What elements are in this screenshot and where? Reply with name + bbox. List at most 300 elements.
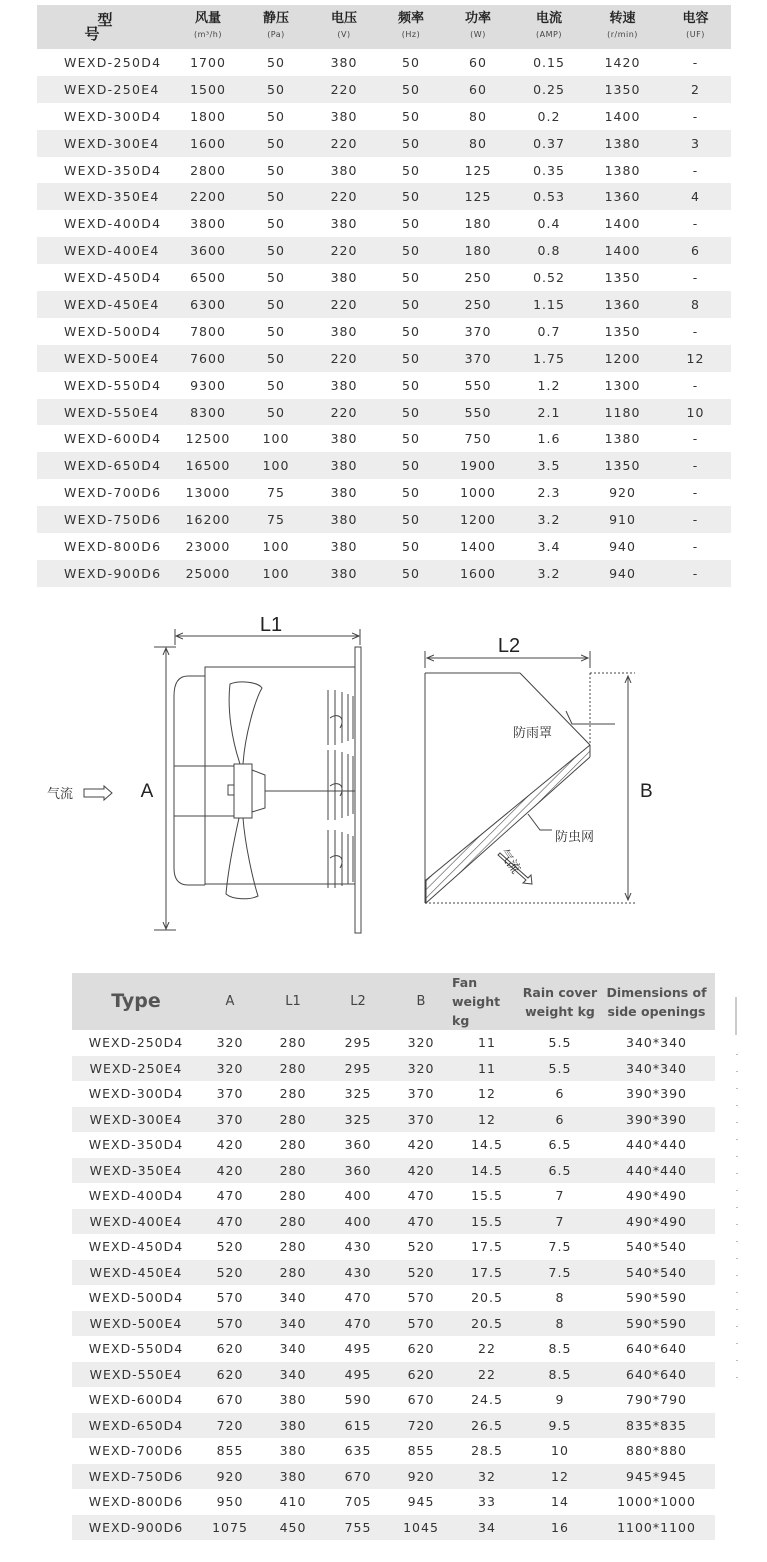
table-cell: 125: [464, 162, 492, 178]
table-cell: 50: [267, 108, 285, 124]
table-cell: WEXD-600D4: [88, 1392, 184, 1408]
table-cell: 920: [216, 1468, 244, 1484]
table-cell: 400: [344, 1213, 372, 1229]
table-cell: 220: [330, 296, 358, 312]
edge-tick: [736, 1292, 738, 1293]
table-cell: 50: [402, 431, 420, 447]
table-cell: 9: [555, 1392, 565, 1408]
edge-tick: [736, 1360, 738, 1361]
edge-tick: [736, 1190, 738, 1191]
table-row: [37, 560, 731, 587]
table-cell: WEXD-250D4: [88, 1035, 184, 1051]
table-cell: 220: [330, 243, 358, 259]
table-cell: 17.5: [471, 1264, 503, 1280]
header-model: 型 号: [84, 11, 139, 43]
table-cell: 420: [216, 1162, 244, 1178]
table-cell: -: [692, 270, 699, 286]
table-cell: 720: [407, 1417, 435, 1433]
table-cell: 570: [407, 1315, 435, 1331]
table-cell: 60: [469, 81, 487, 97]
edge-tick: [736, 1105, 738, 1106]
table-cell: 380: [330, 323, 358, 339]
table-cell: -: [692, 216, 699, 232]
table-cell: 705: [344, 1494, 372, 1510]
table-cell: WEXD-400E4: [89, 1213, 183, 1229]
table-cell: 490*490: [626, 1213, 687, 1229]
table-cell: WEXD-650D4: [64, 458, 162, 474]
table-cell: 670: [407, 1392, 435, 1408]
table-cell: 0.2: [537, 108, 561, 124]
table-cell: 80: [469, 108, 487, 124]
table-cell: WEXD-800D6: [64, 538, 162, 554]
table-cell: 0.8: [537, 243, 561, 259]
edge-tick: [736, 1054, 738, 1055]
table-cell: 2200: [190, 189, 226, 205]
table-cell: 50: [402, 108, 420, 124]
table-cell: 14: [551, 1494, 569, 1510]
table-cell: 6500: [190, 270, 226, 286]
table-cell: 380: [279, 1443, 307, 1459]
header-side-openings: Dimensions of side openings: [606, 984, 707, 1019]
table-cell: 295: [344, 1060, 372, 1076]
table-cell: WEXD-500D4: [88, 1290, 184, 1306]
table-cell: WEXD-550D4: [88, 1341, 184, 1357]
table-cell: WEXD-350E4: [89, 1162, 183, 1178]
table-cell: 50: [402, 162, 420, 178]
table-cell: 520: [407, 1264, 435, 1280]
header-l2: L2: [350, 994, 366, 1009]
table-cell: 380: [330, 512, 358, 528]
table-cell: WEXD-750D6: [64, 512, 162, 528]
table-row: [37, 345, 731, 372]
table-cell: -: [692, 108, 699, 124]
table-cell: 370: [407, 1086, 435, 1102]
edge-tick: [736, 1207, 738, 1208]
table-cell: 1380: [604, 431, 641, 447]
table-cell: 4: [691, 189, 700, 205]
table-cell: 50: [402, 189, 420, 205]
table-row: [72, 1413, 715, 1439]
table-cell: 0.25: [533, 81, 565, 97]
table-cell: 50: [402, 323, 420, 339]
table-row: [72, 1260, 715, 1286]
table-cell: 320: [407, 1060, 435, 1076]
header-fan-weight: Fan weight kg: [452, 975, 501, 1028]
table-cell: 495: [344, 1341, 372, 1357]
table-row: [72, 1285, 715, 1311]
table-row: [72, 1056, 715, 1082]
table-cell: 22: [478, 1341, 496, 1357]
table-cell: WEXD-550E4: [89, 1366, 183, 1382]
table-cell: 380: [330, 485, 358, 501]
table-cell: 855: [216, 1443, 244, 1459]
table-cell: 6300: [190, 296, 226, 312]
table-cell: WEXD-600D4: [64, 431, 162, 447]
table-row: [37, 264, 731, 291]
table-cell: 28.5: [471, 1443, 503, 1459]
table-cell: 380: [330, 565, 358, 581]
table-cell: WEXD-550D4: [64, 377, 162, 393]
table-cell: WEXD-450D4: [64, 270, 162, 286]
table-cell: 1400: [460, 538, 496, 554]
edge-tick: [736, 1224, 738, 1225]
edge-tick: [736, 1309, 738, 1310]
table-row: [37, 183, 731, 210]
table-cell: 1.2: [537, 377, 561, 393]
table-cell: 380: [330, 377, 358, 393]
table-cell: WEXD-550E4: [64, 404, 160, 420]
table-cell: 50: [402, 485, 420, 501]
table-cell: -: [692, 54, 699, 70]
table-cell: 50: [267, 216, 285, 232]
edge-tick: [736, 1258, 738, 1259]
table-cell: 390*390: [626, 1086, 687, 1102]
table-cell: 325: [344, 1111, 372, 1127]
table-cell: -: [692, 512, 699, 528]
table-cell: 640*640: [626, 1341, 687, 1357]
dimension-table: [72, 973, 715, 1540]
table-cell: 50: [267, 54, 285, 70]
table-cell: -: [692, 485, 699, 501]
table-cell: 940: [609, 565, 636, 581]
table-cell: 490*490: [626, 1188, 687, 1204]
table-cell: 1350: [604, 81, 641, 97]
table-cell: 295: [344, 1035, 372, 1051]
table-cell: 540*540: [626, 1264, 687, 1280]
table-cell: 50: [267, 377, 285, 393]
table-cell: 180: [464, 216, 492, 232]
table-cell: 50: [402, 243, 420, 259]
table-cell: 470: [344, 1315, 372, 1331]
table-cell: -: [692, 458, 699, 474]
table-cell: 220: [330, 189, 358, 205]
table-cell: 50: [402, 404, 420, 420]
dimension-diagram: [0, 595, 767, 950]
table-cell: 11: [478, 1060, 496, 1076]
table-cell: 3800: [190, 216, 226, 232]
table-cell: 75: [267, 512, 285, 528]
table-cell: 50: [402, 458, 420, 474]
table-cell: WEXD-700D6: [64, 485, 162, 501]
edge-tick: [736, 1326, 738, 1327]
table-cell: 615: [344, 1417, 372, 1433]
table-cell: 590*590: [626, 1315, 687, 1331]
table-cell: 1.6: [537, 431, 561, 447]
table-cell: 26.5: [471, 1417, 503, 1433]
table-cell: 14.5: [471, 1137, 503, 1153]
table-cell: 1350: [604, 458, 641, 474]
table-cell: 620: [407, 1366, 435, 1382]
table-cell: 1100*1100: [617, 1519, 696, 1535]
table-cell: 50: [267, 270, 285, 286]
table-cell: 220: [330, 404, 358, 420]
table-row: [72, 1132, 715, 1158]
table-cell: 380: [279, 1392, 307, 1408]
table-cell: 320: [216, 1060, 244, 1076]
table-cell: 540*540: [626, 1239, 687, 1255]
table-cell: 7600: [190, 350, 226, 366]
table-cell: 430: [344, 1239, 372, 1255]
table-cell: 0.52: [533, 270, 565, 286]
table-row: [72, 1209, 715, 1235]
table-cell: -: [692, 162, 699, 178]
table-row: [72, 1336, 715, 1362]
table-cell: 8.5: [548, 1366, 572, 1382]
table-cell: WEXD-800D6: [88, 1494, 184, 1510]
table-cell: 920: [407, 1468, 435, 1484]
table-cell: 100: [262, 538, 290, 554]
table-cell: -: [692, 377, 699, 393]
header-static-pressure: 静压 (Pa): [262, 11, 289, 39]
table-row: [72, 1081, 715, 1107]
table-cell: 280: [279, 1086, 307, 1102]
table-row: [37, 103, 731, 130]
table-row: [37, 479, 731, 506]
table-cell: 50: [267, 323, 285, 339]
table-cell: 1900: [460, 458, 496, 474]
table-cell: 470: [216, 1188, 244, 1204]
table-cell: 9.5: [548, 1417, 572, 1433]
table-cell: 520: [407, 1239, 435, 1255]
table-row: [72, 1387, 715, 1413]
table-cell: WEXD-900D6: [88, 1519, 184, 1535]
table-cell: 1500: [190, 81, 226, 97]
table-cell: 15.5: [471, 1213, 503, 1229]
table-cell: 3: [691, 135, 700, 151]
table-cell: 16200: [185, 512, 231, 528]
table-cell: 340*340: [626, 1035, 687, 1051]
table-cell: 8: [555, 1290, 565, 1306]
table-cell: 50: [267, 162, 285, 178]
table-cell: 100: [262, 431, 290, 447]
table-cell: 6: [555, 1086, 565, 1102]
edge-tick: [736, 1139, 738, 1140]
table-cell: 3.2: [537, 512, 561, 528]
edge-tick: [736, 1071, 738, 1072]
table-cell: 1.75: [533, 350, 565, 366]
table-cell: 80: [469, 135, 487, 151]
table-cell: 325: [344, 1086, 372, 1102]
table-cell: 1350: [604, 270, 641, 286]
table-cell: 50: [402, 512, 420, 528]
table-cell: -: [692, 565, 699, 581]
table-cell: WEXD-400D4: [64, 216, 162, 232]
table-cell: 950: [216, 1494, 244, 1510]
table-cell: WEXD-500E4: [64, 350, 160, 366]
table-cell: WEXD-450D4: [88, 1239, 184, 1255]
table-cell: 440*440: [626, 1162, 687, 1178]
table-cell: 50: [402, 135, 420, 151]
table-cell: 0.15: [533, 54, 565, 70]
table-cell: 590: [344, 1392, 372, 1408]
table-cell: 420: [407, 1137, 435, 1153]
table-cell: 380: [330, 162, 358, 178]
header-frequency: 频率 (Hz): [397, 11, 424, 39]
edge-tick: [736, 1275, 738, 1276]
table-cell: 280: [279, 1111, 307, 1127]
table-row: [72, 1183, 715, 1209]
table-cell: 340: [279, 1341, 307, 1357]
table-cell: 720: [216, 1417, 244, 1433]
table-cell: 790*790: [626, 1392, 687, 1408]
header-l1: L1: [285, 994, 301, 1009]
header-rain-cover-weight: Rain cover weight kg: [522, 984, 598, 1019]
table-cell: 13000: [185, 485, 231, 501]
table-cell: 125: [464, 189, 492, 205]
table-cell: 22: [478, 1366, 496, 1382]
table-cell: 3600: [190, 243, 226, 259]
table-cell: 1000*1000: [617, 1494, 696, 1510]
table-cell: 16: [551, 1519, 569, 1535]
table-cell: 1360: [604, 296, 641, 312]
table-cell: 280: [279, 1213, 307, 1229]
table-cell: 280: [279, 1188, 307, 1204]
table-cell: WEXD-450E4: [89, 1264, 183, 1280]
table-cell: 370: [407, 1111, 435, 1127]
table-cell: 430: [344, 1264, 372, 1280]
header-capacitor: 电容 (UF): [682, 11, 709, 39]
table-cell: 7.5: [548, 1239, 572, 1255]
header-airflow: 风量 (m³/h): [193, 11, 222, 39]
dim-label-l2: L2: [497, 635, 521, 657]
table-cell: 12500: [185, 431, 231, 447]
edge-tick: [736, 1173, 738, 1174]
table-cell: 220: [330, 350, 358, 366]
table-cell: 450: [279, 1519, 307, 1535]
table-cell: WEXD-300E4: [89, 1111, 183, 1127]
table-cell: WEXD-250E4: [89, 1060, 183, 1076]
table-cell: WEXD-300D4: [88, 1086, 184, 1102]
table-cell: 670: [344, 1468, 372, 1484]
header-power: 功率 (W): [464, 11, 491, 39]
airflow-label-left: 气流: [47, 787, 74, 802]
table-cell: 620: [216, 1341, 244, 1357]
table-cell: WEXD-400E4: [64, 243, 160, 259]
table-cell: 50: [402, 270, 420, 286]
table-cell: 0.7: [537, 323, 561, 339]
table-row: [37, 210, 731, 237]
header-a: A: [225, 994, 235, 1009]
table-cell: 880*880: [626, 1443, 687, 1459]
table-cell: 945*945: [626, 1468, 687, 1484]
airflow-label-right: 气流: [495, 846, 523, 877]
table-cell: 6: [691, 243, 700, 259]
table-cell: 10: [551, 1443, 569, 1459]
table-cell: 8: [691, 296, 700, 312]
edge-tick: [736, 1122, 738, 1123]
table-cell: 1800: [190, 108, 226, 124]
table-cell: 220: [330, 135, 358, 151]
table-cell: 8300: [190, 404, 226, 420]
table-row: [72, 1234, 715, 1260]
edge-tick: [736, 1343, 738, 1344]
table-cell: 17.5: [471, 1239, 503, 1255]
table-cell: 1200: [460, 512, 496, 528]
table-row: [72, 1489, 715, 1515]
table-cell: 1700: [190, 54, 226, 70]
table-cell: WEXD-350E4: [64, 189, 160, 205]
table-cell: 50: [402, 565, 420, 581]
table-cell: 835*835: [626, 1417, 687, 1433]
header-type: Type: [111, 990, 161, 1012]
table-cell: 280: [279, 1137, 307, 1153]
table-cell: 855: [407, 1443, 435, 1459]
table-cell: 1000: [460, 485, 496, 501]
table-cell: 620: [216, 1366, 244, 1382]
insect-net-label: 防虫网: [555, 830, 595, 845]
table-cell: 50: [402, 54, 420, 70]
table-cell: 50: [267, 350, 285, 366]
table-row: [72, 1438, 715, 1464]
table-cell: 2800: [190, 162, 226, 178]
table-cell: WEXD-400D4: [88, 1188, 184, 1204]
table-cell: WEXD-250D4: [64, 54, 162, 70]
table-cell: 400: [344, 1188, 372, 1204]
spec-table-header: [37, 5, 731, 49]
edge-tick: [736, 1377, 738, 1378]
table-cell: 3.5: [537, 458, 561, 474]
table-row: [37, 157, 731, 184]
table-cell: 7.5: [548, 1264, 572, 1280]
table-cell: 470: [216, 1213, 244, 1229]
table-cell: 470: [344, 1290, 372, 1306]
table-cell: WEXD-350D4: [64, 162, 162, 178]
table-cell: 0.4: [537, 216, 561, 232]
table-cell: 6.5: [548, 1162, 572, 1178]
table-cell: WEXD-250E4: [64, 81, 160, 97]
table-cell: WEXD-900D6: [64, 565, 162, 581]
table-cell: 380: [330, 216, 358, 232]
table-cell: 14.5: [471, 1162, 503, 1178]
table-row: [72, 1030, 715, 1056]
table-row: [37, 76, 731, 103]
table-cell: 470: [407, 1188, 435, 1204]
rain-cover-side-view: [425, 651, 635, 903]
table-cell: 24.5: [471, 1392, 503, 1408]
table-cell: 570: [216, 1290, 244, 1306]
table-row: [37, 506, 731, 533]
edge-tick: [736, 1088, 738, 1089]
edge-tick: [736, 1241, 738, 1242]
table-cell: 570: [216, 1315, 244, 1331]
table-cell: 380: [279, 1468, 307, 1484]
spec-table: [37, 5, 731, 587]
table-cell: 750: [464, 431, 492, 447]
table-cell: 280: [279, 1264, 307, 1280]
table-cell: 360: [344, 1162, 372, 1178]
table-cell: 470: [407, 1213, 435, 1229]
header-voltage: 电压 (V): [330, 11, 357, 39]
table-cell: 495: [344, 1366, 372, 1382]
table-cell: 380: [279, 1417, 307, 1433]
table-cell: 320: [407, 1035, 435, 1051]
table-cell: 50: [402, 538, 420, 554]
table-cell: 1600: [460, 565, 496, 581]
table-cell: 370: [464, 323, 492, 339]
table-cell: -: [692, 431, 699, 447]
table-cell: 590*590: [626, 1290, 687, 1306]
table-cell: 570: [407, 1290, 435, 1306]
table-cell: 550: [464, 377, 492, 393]
table-cell: 6: [555, 1111, 565, 1127]
table-row: [72, 1158, 715, 1184]
table-cell: 9300: [190, 377, 226, 393]
table-cell: 75: [267, 485, 285, 501]
table-cell: 280: [279, 1060, 307, 1076]
table-cell: 250: [464, 270, 492, 286]
table-cell: 320: [216, 1035, 244, 1051]
table-cell: 100: [262, 458, 290, 474]
